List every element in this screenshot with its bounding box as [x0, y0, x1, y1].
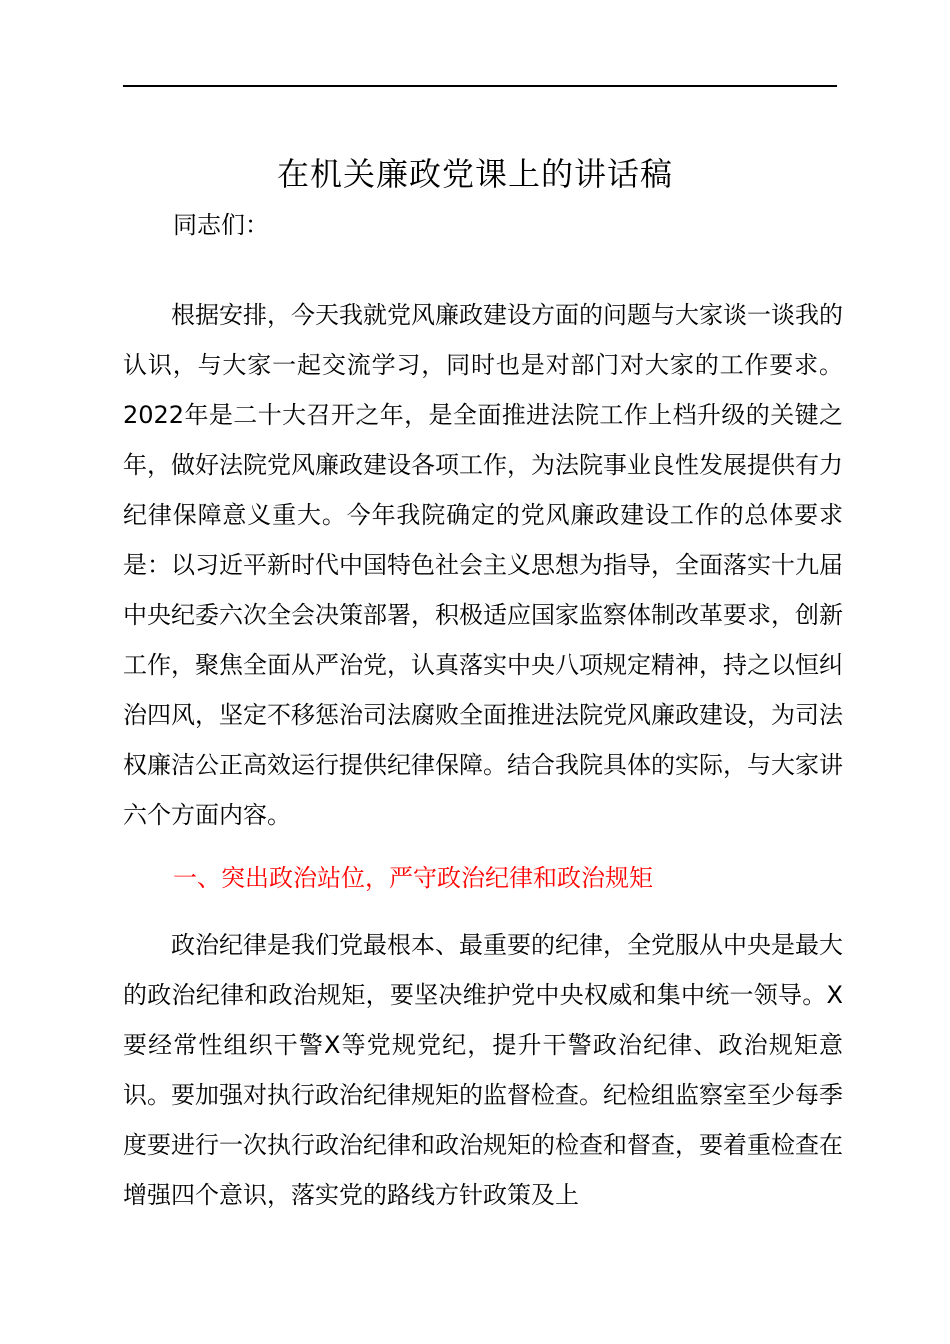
body-paragraph-2: 政治纪律是我们党最根本、最重要的纪律，全党服从中央是最大的政治纪律和政治规矩，要坚决维护党中央权威和集中统一领导。X要经常性组织干警X等党规党纪，提升干警政治纪律、政治规矩意识。要加强对执行政治纪律规矩的监督检查。纪检组监察室至少每季度要进行一次执行政治纪律和政治规矩的检查和督查，要着重检查在增强四个意识，落实党的路线方针政策及上: [123, 931, 843, 1209]
section-heading-1: 一、突出政治站位，严守政治纪律和政治规矩: [173, 864, 653, 892]
header-divider: [123, 85, 837, 87]
body-paragraph-1: 根据安排，今天我就党风廉政建设方面的问题与大家谈一谈我的认识，与大家一起交流学习，同时也是对部门对大家的工作要求。2022年是二十大召开之年，是全面推进法院工作上档升级的关键之年，做好法院党风廉政建设各项工作，为法院事业良性发展提供有力纪律保障意义重大。今年我院确定的党风廉政建设工作的总体要求是：以习近平新时代中国特色社会主义思想为指导，全面落实十九届中央纪委六次全会决策部署，积极适应国家监察体制改革要求，创新工作，聚焦全面从严治党，认真落实中央八项规定精神，持之以恒纠治四风，坚定不移惩治司法腐败全面推进法院党风廉政建设，为司法权廉洁公正高效运行提供纪律保障。结合我院具体的实际，与大家讲六个方面内容。: [123, 301, 843, 829]
salutation: 同志们：: [173, 211, 269, 239]
document-title: 在机关廉政党课上的讲话稿: [276, 155, 673, 193]
